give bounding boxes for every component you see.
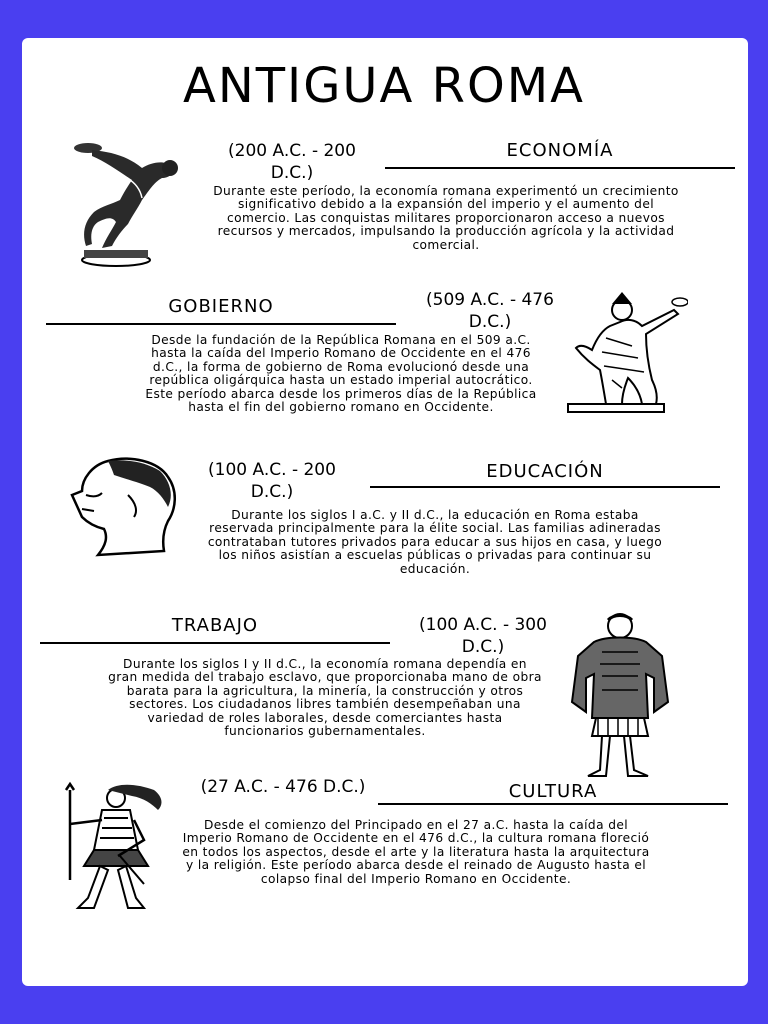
roman-emperor-icon bbox=[558, 612, 682, 780]
roman-bust-icon bbox=[68, 455, 184, 559]
divider-trabajo bbox=[40, 642, 390, 644]
date-economia: (200 A.C. - 200 D.C.) bbox=[228, 141, 356, 183]
heading-cultura: CULTURA bbox=[508, 781, 598, 802]
roman-soldier-icon bbox=[58, 780, 170, 916]
divider-educacion bbox=[370, 486, 720, 488]
text-trabajo: Durante los siglos I y II d.C., la economía romana dependía en gran medida del trabajo esclavo, que proporcionaba mano de obra barata para la agricultura, la minería, la construcción y otros sectores. Los ciudadanos libres también desempeñaban una variedad de roles laborales, desde comerciantes hasta funcionarios gubernamentales. bbox=[108, 657, 542, 739]
text-cultura: Desde el comienzo del Principado en el 27 a.C. hasta la caída del Imperio Romano de Occidente en el 476 d.C., la cultura romana floreció en todos los aspectos, desde el arte y la literatura hasta la arquitectura y la religión. Este período abarca desde el reinado de Augusto hasta el colapso final del Imperio Romano en Occidente. bbox=[182, 818, 650, 886]
divider-gobierno bbox=[46, 323, 396, 325]
orator-statue-icon bbox=[562, 288, 688, 418]
heading-educacion: EDUCACIÓN bbox=[486, 461, 604, 482]
page-title: ANTIGUA ROMA bbox=[182, 58, 586, 114]
divider-cultura bbox=[378, 803, 728, 805]
date-cultura: (27 A.C. - 476 D.C.) bbox=[200, 777, 366, 797]
divider-economia bbox=[385, 167, 735, 169]
heading-economia: ECONOMÍA bbox=[506, 140, 614, 161]
heading-gobierno: GOBIERNO bbox=[168, 296, 274, 317]
text-gobierno: Desde la fundación de la República Romana en el 509 a.C. hasta la caída del Imperio Romano de Occidente en el 476 d.C., la forma de gobierno de Roma evolucionó desde una república oligárquica hasta un estado imperial autocrático. Este período abarca desde los primeros días de la República hasta el fin del gobierno romano en Occidente. bbox=[145, 333, 537, 415]
discobolus-statue-icon bbox=[72, 138, 184, 268]
text-educacion: Durante los siglos I a.C. y II d.C., la educación en Roma estaba reservada principalmente para la élite social. Las familias adineradas contrataban tutores privados para educar a sus hijos en casa, y luego los niños asistían a escuelas públicas o privadas para continuar su educación. bbox=[207, 508, 663, 576]
heading-trabajo: TRABAJO bbox=[171, 615, 259, 636]
date-trabajo: (100 A.C. - 300 D.C.) bbox=[419, 615, 547, 657]
date-gobierno: (509 A.C. - 476 D.C.) bbox=[426, 290, 554, 332]
date-educacion: (100 A.C. - 200 D.C.) bbox=[208, 460, 336, 502]
text-economia: Durante este período, la economía romana experimentó un crecimiento significativo debido a la expansión del imperio y el aumento del comercio. Las conquistas militares proporcionaron acceso a nuevos recursos y mercados, impulsando la producción agrícola y la actividad comercial. bbox=[213, 184, 679, 252]
